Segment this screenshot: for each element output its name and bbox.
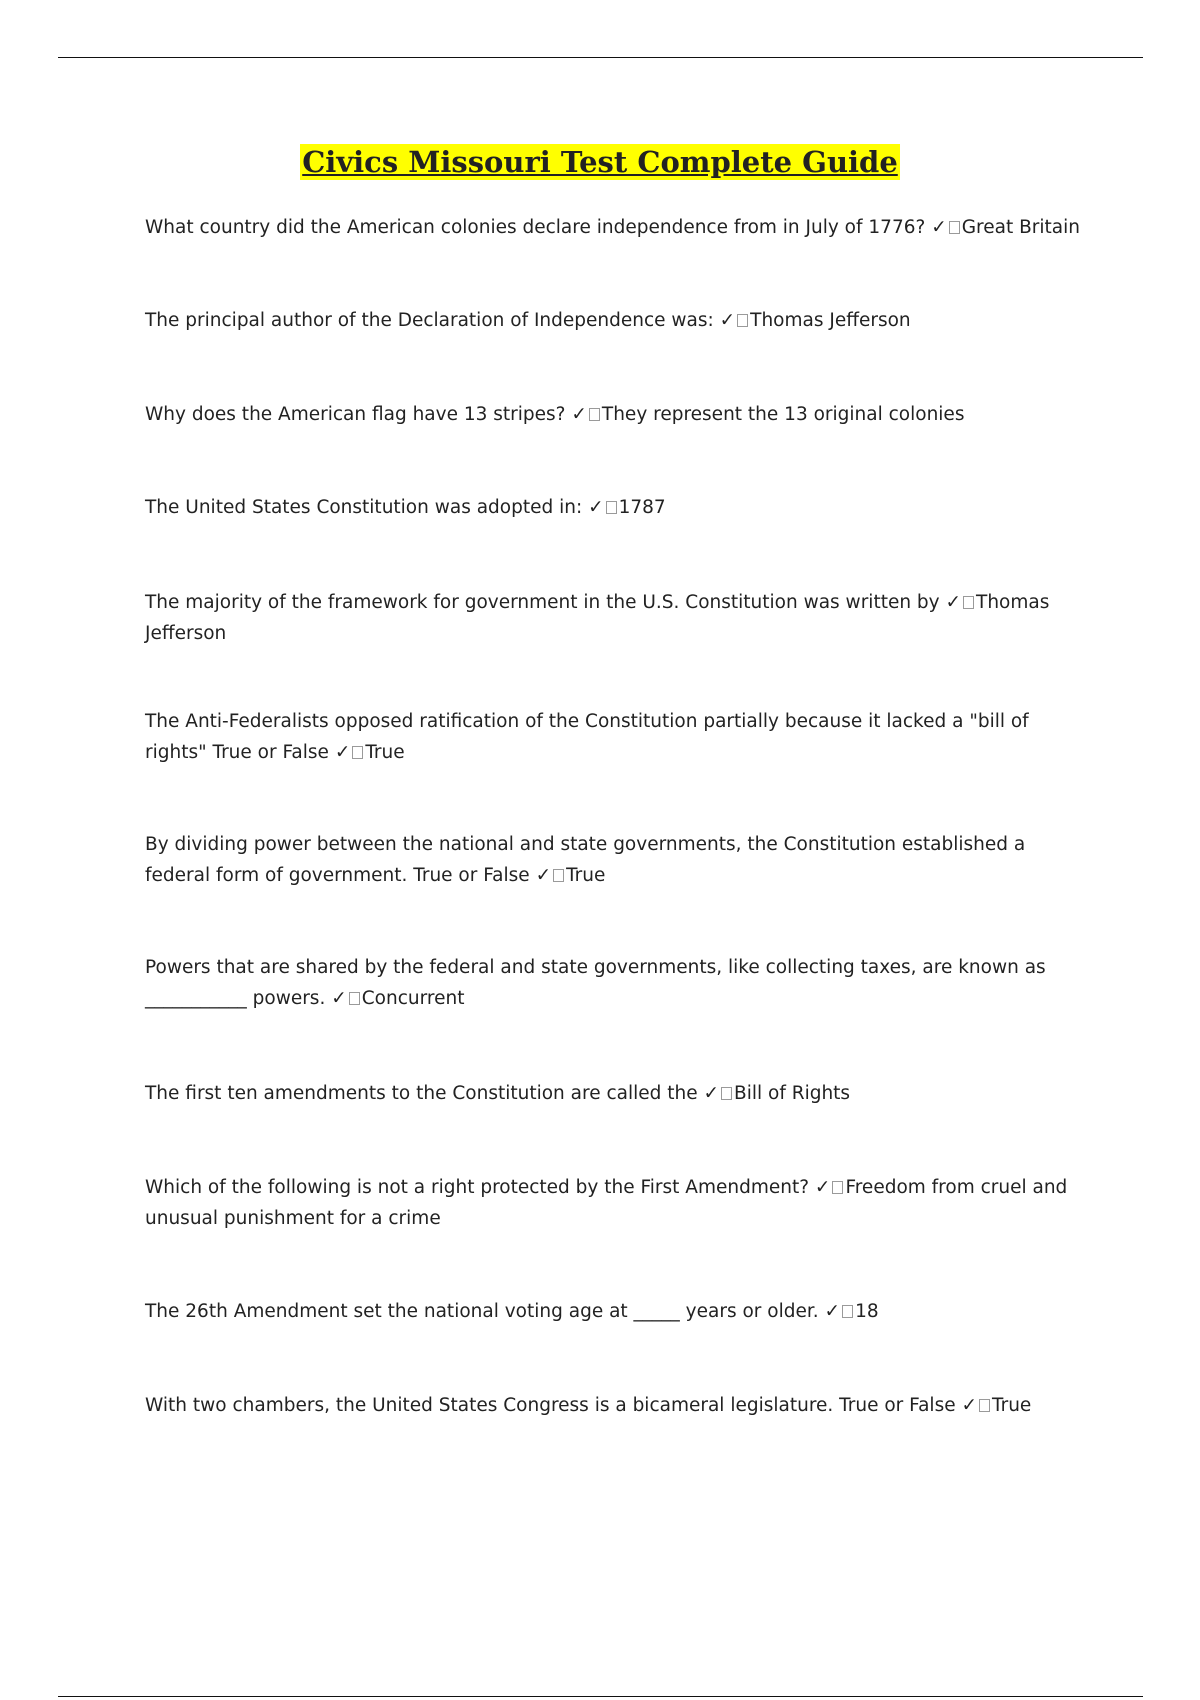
qa-item-4 [145,492,1085,523]
box-icon [349,992,360,1005]
box-icon [606,501,617,514]
page-title: Civics Missouri Test Complete Guide [302,145,898,179]
question-text: The principal author of the Declaration of Independence was: [145,310,714,331]
answer-text: True [365,742,405,763]
box-icon [737,314,748,327]
box-icon [842,1305,853,1318]
question-text: The Anti-Federalists opposed ratification of the Constitution partially because it lacked a "bill of rights" True or False [145,711,1029,763]
answer-text: Thomas Jefferson [750,310,911,331]
top-rule [58,57,1143,58]
qa-item-7 [145,829,1085,891]
answer-text: True [566,865,606,886]
answer-text: Concurrent [361,988,465,1009]
check-icon: ✓ [703,1083,720,1104]
check-icon: ✓ [931,217,947,238]
answer-text: Bill of Rights [734,1083,851,1104]
box-icon [832,1181,843,1194]
question-text: Which of the following is not a right protected by the First Amendment? [145,1177,810,1198]
answer-text: Freedom from cruel and unusual punishment for a crime [145,1177,1068,1229]
answer-text: Great Britain [961,217,1080,238]
check-icon: ✓ [571,404,587,425]
box-icon [963,596,974,609]
check-icon: ✓ [331,988,347,1009]
question-text: By dividing power between the national and state governments, the Constitution established a federal form of government. True or False [145,834,1026,886]
box-icon [589,408,600,421]
question-text: The majority of the framework for government in the U.S. Constitution was written by [145,592,940,613]
title-wrap [0,144,1200,180]
qa-item-12 [145,1390,1085,1421]
answer-text: 18 [855,1301,879,1322]
check-icon: ✓ [814,1177,831,1198]
qa-item-3 [145,399,1085,430]
box-icon [352,746,363,759]
qa-item-5 [145,587,1085,649]
qa-item-6 [145,706,1085,768]
question-text: With two chambers, the United States Congress is a bicameral legislature. True or False [145,1395,956,1416]
bottom-rule [58,1696,1143,1697]
answer-text: They represent the 13 original colonies [601,404,965,425]
question-text: Powers that are shared by the federal and state governments, like collecting taxes, are known as ___________ powers. [145,957,1046,1009]
answer-text: True [992,1395,1032,1416]
answer-text: Thomas Jefferson [145,592,1050,644]
box-icon [949,221,960,234]
check-icon: ✓ [588,497,604,518]
check-icon: ✓ [719,310,736,331]
question-text: What country did the American colonies declare independence from in July of 1776? [145,217,926,238]
qa-item-10 [145,1172,1085,1234]
box-icon [979,1399,990,1412]
qa-item-2 [145,305,1085,336]
question-text: The 26th Amendment set the national voting age at _____ years or older. [145,1301,819,1322]
question-text: The United States Constitution was adopted in: [145,497,583,518]
question-text: The first ten amendments to the Constitution are called the [145,1083,698,1104]
qa-item-1 [145,212,1085,243]
check-icon: ✓ [824,1301,841,1322]
qa-item-11 [145,1296,1085,1327]
check-icon: ✓ [961,1395,977,1416]
check-icon: ✓ [945,592,962,613]
answer-text: 1787 [618,497,666,518]
question-text: Why does the American flag have 13 stripes? [145,404,566,425]
qa-item-8 [145,952,1085,1014]
check-icon: ✓ [535,865,552,886]
box-icon [553,869,564,882]
box-icon [721,1087,732,1100]
qa-item-9 [145,1078,1085,1109]
check-icon: ✓ [334,742,351,763]
